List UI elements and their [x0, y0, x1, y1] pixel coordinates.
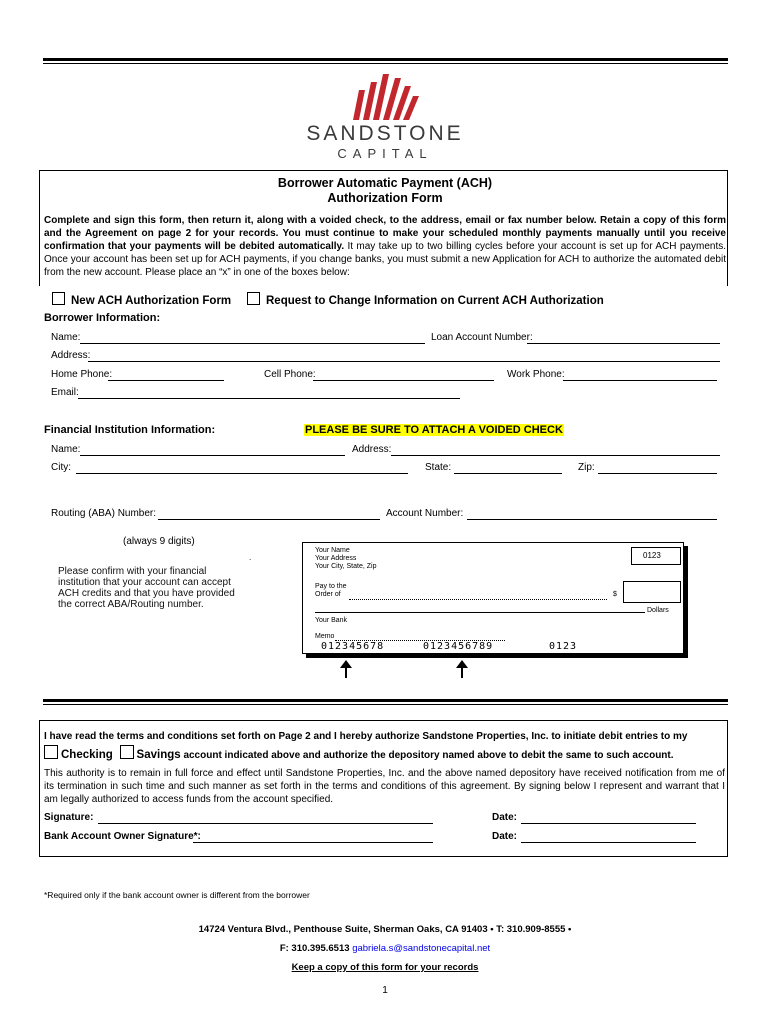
check-your-bank: Your Bank — [315, 617, 348, 624]
financial-heading: Financial Institution Information: — [44, 424, 216, 436]
fi-address-label: Address: — [352, 444, 392, 455]
account-arrow-icon — [452, 660, 472, 680]
checkbox-savings[interactable] — [120, 745, 134, 759]
email-label: Email: — [51, 387, 79, 398]
mid-rule-thick — [43, 699, 728, 702]
footer-address: 14724 Ventura Blvd., Penthouse Suite, Sherman Oaks, CA 91403 • T: 310.909-8555 • — [198, 924, 572, 935]
intro-text — [44, 214, 726, 279]
sandstone-logo-icon — [345, 72, 425, 122]
check-number: 0123 — [643, 551, 661, 560]
check-micr-number: 0123 — [549, 641, 578, 652]
routing-field[interactable] — [158, 519, 380, 520]
footnote: *Required only if the bank account owner is different from the borrower — [44, 890, 310, 900]
check-pay-to: Pay to the — [315, 583, 347, 590]
auth-line1: I have read the terms and conditions set forth on Page 2 and I hereby authorize Sandstone Properties, Inc. to initiate debit entries to my — [44, 731, 688, 742]
check-your-name: Your Name — [315, 547, 350, 554]
fi-name-label: Name: — [51, 444, 81, 455]
cell-phone-field[interactable] — [313, 380, 494, 381]
auth-line2 — [44, 745, 674, 762]
check-dollars: Dollars — [647, 607, 669, 614]
signature-label: Signature: — [44, 812, 94, 823]
checkbox-change-ach[interactable] — [247, 292, 260, 305]
fi-city-label: City: — [51, 462, 71, 473]
check-dollar-sign: $ — [613, 591, 617, 598]
top-rule-thin — [43, 63, 728, 64]
fi-state-field[interactable] — [454, 473, 562, 474]
form-title — [0, 176, 770, 206]
page-number: 1 — [382, 985, 388, 996]
routing-arrow-icon — [336, 660, 356, 680]
footer-fax: F: 310.395.6513 — [279, 943, 350, 954]
date2-field[interactable] — [521, 842, 696, 843]
check-micr-routing: 012345678 — [321, 641, 385, 652]
check-amount-box — [623, 581, 681, 603]
fi-zip-field[interactable] — [598, 473, 717, 474]
date-field[interactable] — [521, 823, 696, 824]
check-your-city: Your City, State, Zip — [315, 563, 377, 570]
confirm-note: Please confirm with your financial institution that your account can accept ACH credits and that you have provided the correct ABA/Routing number. — [58, 566, 235, 610]
cell-phone-label: Cell Phone: — [264, 369, 316, 380]
mid-rule-thin — [43, 704, 728, 705]
intro-bold: Complete and sign this form, then return it, along with a voided check, to the address, email or fax number below. Retain a copy of this form and the Agreement on page 2 for your records. You must continue to make your scheduled monthly payments manually until you receive confirmation that your payments will be debited automatically. — [44, 215, 726, 252]
savings-label: Savings — [136, 749, 181, 761]
intro-rest: It may take up to two billing cycles before your account is set up for ACH payments. Once your account has been set up for ACH payments, if you change banks, you must submit a new Application for ACH to authorize the automated debit from the new account. Please place an “x” in one of the boxes below: — [44, 241, 727, 278]
brand-sub: CAPITAL — [337, 146, 433, 161]
owner-signature-field[interactable] — [193, 842, 433, 843]
borrower-address-label: Address: — [51, 350, 91, 361]
borrower-name-label: Name: — [51, 332, 81, 343]
fi-address-field[interactable] — [391, 455, 720, 456]
fi-state-label: State: — [425, 462, 452, 473]
check-order-of: Order of — [315, 591, 341, 598]
fi-city-field[interactable] — [76, 473, 408, 474]
borrower-name-field[interactable] — [80, 343, 425, 344]
work-phone-label: Work Phone: — [507, 369, 565, 380]
footer-email-link[interactable]: gabriela.s@sandstonecapital.net — [352, 943, 491, 954]
voided-check-warning: PLEASE BE SURE TO ATTACH A VOIDED CHECK — [305, 424, 563, 436]
auth-paragraph: This authority is to remain in full force and effect until Sandstone Properties, Inc. and the above named depository have received notification from me of its termination in such time and such manner as set forth in the terms and conditions of this agreement. By signing below I represent and warrant that I am legally authorized to access funds from the account specified. — [44, 768, 725, 805]
home-phone-field[interactable] — [108, 380, 224, 381]
checking-label: Checking — [61, 749, 113, 761]
form-title-line2: Authorization Form — [327, 191, 443, 205]
option-change-ach-label: Request to Change Information on Current ACH Authorization — [266, 295, 604, 307]
loan-account-label: Loan Account Number: — [431, 332, 533, 343]
borrower-address-field[interactable] — [88, 361, 720, 362]
sample-check — [302, 542, 684, 654]
footer-keep-copy: Keep a copy of this form for your records — [291, 962, 479, 973]
account-number-label: Account Number: — [386, 508, 464, 519]
top-rule-thick — [43, 58, 728, 61]
borrower-heading: Borrower Information: — [44, 312, 161, 324]
sandstone-logo — [0, 72, 770, 127]
check-dot-mark: . — [249, 553, 252, 562]
option-new-ach-label: New ACH Authorization Form — [71, 295, 232, 307]
checkbox-checking[interactable] — [44, 745, 58, 759]
auth-line2-rest: account indicated above and authorize the depository named above to debit the same to such account. — [183, 750, 674, 761]
check-memo: Memo — [315, 633, 335, 640]
account-number-field[interactable] — [467, 519, 717, 520]
date-label: Date: — [492, 812, 518, 823]
date2-label: Date: — [492, 831, 518, 842]
footer-contact — [0, 943, 770, 954]
always-9-digits: (always 9 digits) — [123, 536, 195, 547]
check-amount-line — [315, 612, 645, 613]
owner-signature-label: Bank Account Owner Signature*: — [44, 831, 201, 842]
form-title-line1: Borrower Automatic Payment (ACH) — [277, 176, 493, 190]
signature-field[interactable] — [98, 823, 433, 824]
fi-name-field[interactable] — [80, 455, 345, 456]
check-your-address: Your Address — [315, 555, 357, 562]
checkbox-new-ach[interactable] — [52, 292, 65, 305]
work-phone-field[interactable] — [563, 380, 717, 381]
home-phone-label: Home Phone: — [51, 369, 113, 380]
check-micr-account: 0123456789 — [423, 641, 494, 652]
check-payee-line — [349, 599, 607, 600]
option-new-ach[interactable] — [52, 292, 231, 307]
brand-name: SANDSTONE — [306, 122, 464, 145]
fi-zip-label: Zip: — [578, 462, 595, 473]
option-change-ach[interactable] — [247, 292, 604, 307]
loan-account-field[interactable] — [527, 343, 720, 344]
email-field[interactable] — [78, 398, 460, 399]
routing-label: Routing (ABA) Number: — [51, 508, 157, 519]
